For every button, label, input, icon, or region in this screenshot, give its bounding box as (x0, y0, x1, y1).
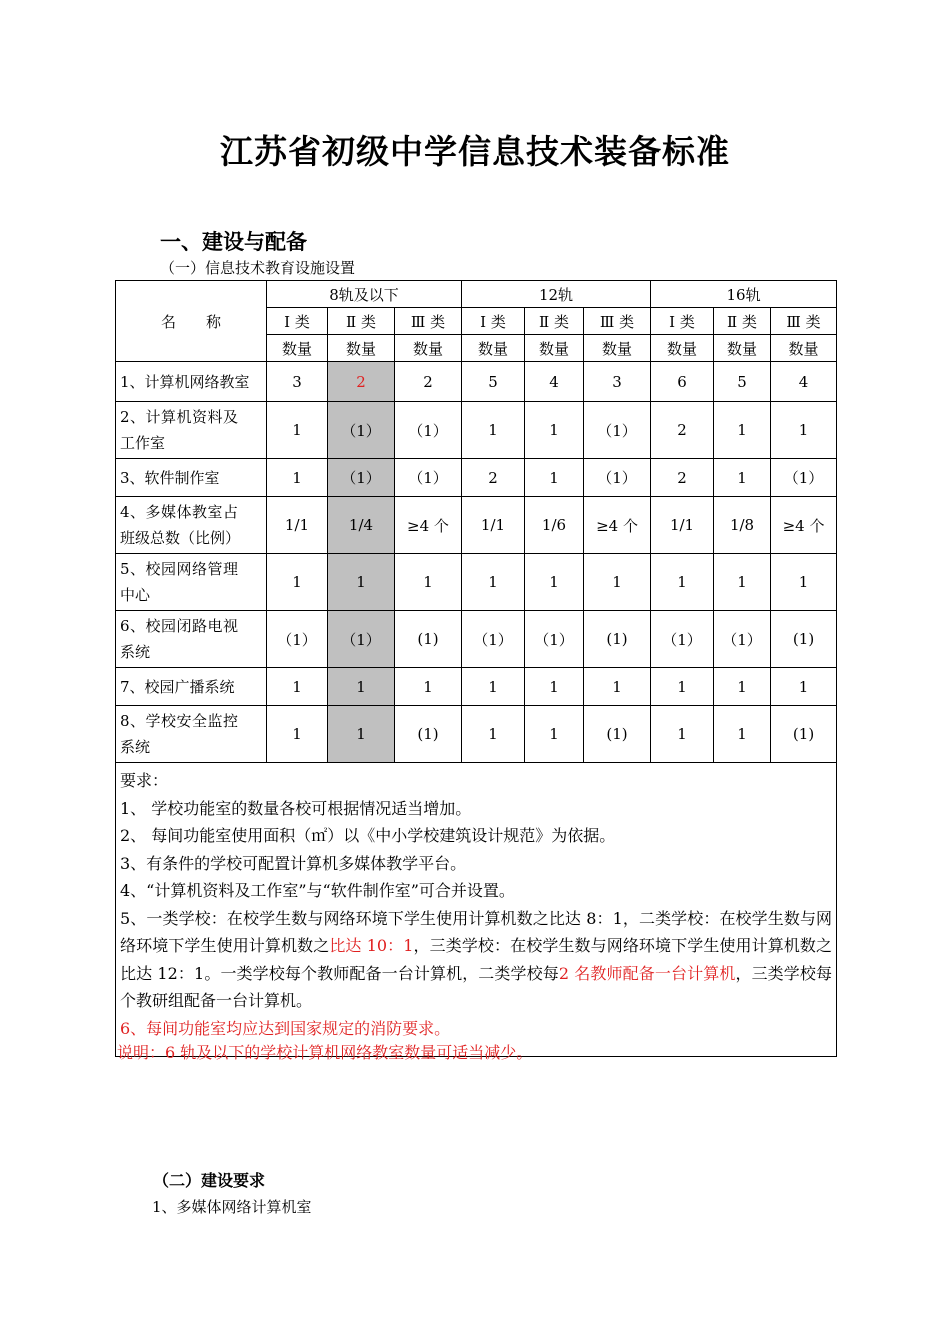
requirements-label: 要求： (120, 771, 169, 790)
value-cell: 1 (525, 668, 584, 706)
requirement-text: 5、一类学校：在校学生数与网络环境下学生使用计算机数之比达 8：1，二类学校：在校学生数与网络环境下学生使用计算机数之 (120, 908, 833, 955)
row-name-line: 2、计算机资料及 (120, 408, 239, 426)
table-row (116, 362, 837, 402)
equipment-table (115, 280, 837, 1057)
value-cell: (1) (395, 706, 462, 763)
row-name-line: 中心 (120, 586, 151, 604)
table-row (116, 668, 837, 706)
value-cell: 1 (525, 459, 584, 497)
requirement-item: 1、 学校功能室的数量各校可根据情况适当增加。 (120, 798, 472, 818)
row-name (116, 706, 267, 763)
section-item: 1、多媒体网络计算机室 (152, 1198, 312, 1216)
row-name-line: 1、计算机网络教室 (120, 372, 250, 391)
value-cell: 1 (525, 554, 584, 611)
unit-header: 数量 (525, 335, 584, 362)
unit-header: 数量 (771, 335, 837, 362)
requirement-highlight: 2 名教师配备一台计算机 (558, 963, 736, 983)
value-cell: 1 (267, 459, 328, 497)
value-cell: 1 (714, 668, 771, 706)
value-cell: 1 (714, 402, 771, 459)
value-cell: 1 (771, 554, 837, 611)
value-cell: 1 (267, 554, 328, 611)
unit-header: 数量 (462, 335, 525, 362)
value-cell: 1 (525, 706, 584, 763)
group-header: 8轨及以下 (267, 281, 462, 308)
value-cell: 1 (651, 668, 714, 706)
row-name (116, 668, 267, 706)
value-cell: 2 (462, 459, 525, 497)
unit-header: 数量 (651, 335, 714, 362)
value-cell: （1） (525, 611, 584, 668)
value-cell: ≥4 个 (771, 497, 837, 554)
value-cell: 1 (328, 668, 395, 706)
value-cell: 1 (267, 402, 328, 459)
value-cell: 1 (395, 668, 462, 706)
value-cell: （1） (328, 402, 395, 459)
unit-header: 数量 (267, 335, 328, 362)
name-header: 名 称 (116, 281, 267, 362)
row-name-line: 3、软件制作室 (120, 468, 220, 487)
value-cell: （1） (584, 402, 651, 459)
row-name-line: 系统 (120, 738, 151, 756)
value-cell: 1 (525, 402, 584, 459)
value-cell: (1) (771, 611, 837, 668)
section-heading-1: 一、建设与配备 (160, 230, 307, 254)
class-header: Ⅱ 类 (328, 308, 395, 335)
class-header: Ⅱ 类 (714, 308, 771, 335)
value-cell: （1） (395, 402, 462, 459)
value-cell: 1 (714, 459, 771, 497)
unit-header: 数量 (395, 335, 462, 362)
value-cell: 1/6 (525, 497, 584, 554)
value-cell: 2 (651, 459, 714, 497)
class-header: Ⅰ 类 (651, 308, 714, 335)
row-name (116, 362, 267, 402)
value-cell: 1 (328, 554, 395, 611)
requirement-text: ，三类学校：在校学生数与网络环境下学生使用计算机数之比达 12：1。一类学校每个教师配备一台计算机，二类学校每 (120, 936, 833, 983)
value-cell: (1) (771, 706, 837, 763)
row-name-line: 6、校园闭路电视 (120, 617, 239, 635)
value-cell: 1 (328, 706, 395, 763)
value-cell: (1) (584, 706, 651, 763)
value-cell: （1） (714, 611, 771, 668)
requirement-item-5 (120, 905, 832, 1015)
requirement-item: 2、 每间功能室使用面积（㎡）以《中小学校建筑设计规范》为依据。 (120, 826, 616, 845)
class-header: Ⅰ 类 (462, 308, 525, 335)
value-cell: 1/1 (651, 497, 714, 554)
value-cell: 1 (771, 668, 837, 706)
value-cell: （1） (328, 459, 395, 497)
value-cell: 1 (462, 706, 525, 763)
class-header: Ⅰ 类 (267, 308, 328, 335)
table-row (116, 497, 837, 554)
value-cell: 1 (267, 668, 328, 706)
class-header: Ⅲ 类 (395, 308, 462, 335)
requirement-text: ，三类学校每个教研组配备一台计算机。 (120, 963, 833, 1010)
value-cell: 5 (462, 362, 525, 402)
value-cell: (1) (584, 611, 651, 668)
value-cell: 3 (584, 362, 651, 402)
value-cell: 1 (584, 668, 651, 706)
value-cell: ≥4 个 (395, 497, 462, 554)
value-cell: 1 (395, 554, 462, 611)
value-cell: 4 (771, 362, 837, 402)
requirements-cell (116, 763, 837, 1057)
value-cell: 1/1 (462, 497, 525, 554)
value-cell: （1） (651, 611, 714, 668)
subsection-heading: （一）信息技术教育设施设置 (160, 259, 356, 277)
value-cell: （1） (771, 459, 837, 497)
value-cell: 1 (714, 554, 771, 611)
table-row (116, 402, 837, 459)
section-heading-2: （二）建设要求 (153, 1171, 266, 1190)
value-cell: (1) (395, 611, 462, 668)
group-header: 12轨 (462, 281, 651, 308)
row-name (116, 497, 267, 554)
class-header: Ⅲ 类 (584, 308, 651, 335)
row-name-line: 班级总数（比例） (120, 529, 241, 547)
row-name (116, 459, 267, 497)
value-cell: 1 (771, 402, 837, 459)
table-row (116, 459, 837, 497)
note-text: 说明：6 轨及以下的学校计算机网络教室数量可适当减少。 (117, 1043, 533, 1062)
unit-header: 数量 (714, 335, 771, 362)
value-cell: 1/4 (328, 497, 395, 554)
row-name-line: 系统 (120, 643, 151, 661)
row-name-line: 8、学校安全监控 (120, 712, 239, 730)
row-name-line: 4、多媒体教室占 (120, 503, 239, 521)
value-cell: 1 (651, 706, 714, 763)
requirement-item: 3、有条件的学校可配置计算机多媒体教学平台。 (120, 853, 467, 873)
table-row (116, 611, 837, 668)
table-row (116, 706, 837, 763)
row-name (116, 611, 267, 668)
unit-header: 数量 (584, 335, 651, 362)
value-cell: 1 (714, 706, 771, 763)
requirement-item: 6、每间功能室均应达到国家规定的消防要求。 (120, 1018, 451, 1038)
value-cell: （1） (584, 459, 651, 497)
value-cell: 1 (462, 668, 525, 706)
requirement-highlight: 比达 10：1 (329, 936, 414, 955)
class-header: Ⅲ 类 (771, 308, 837, 335)
row-name (116, 554, 267, 611)
row-name-line: 5、校园网络管理 (120, 560, 239, 578)
value-cell: 1 (462, 554, 525, 611)
class-header: Ⅱ 类 (525, 308, 584, 335)
value-cell: 2 (651, 402, 714, 459)
value-cell: （1） (328, 611, 395, 668)
value-cell: 2 (328, 362, 395, 402)
value-cell: 5 (714, 362, 771, 402)
table-row (116, 554, 837, 611)
row-name (116, 402, 267, 459)
requirement-item: 4、“计算机资料及工作室”与“软件制作室”可合并设置。 (120, 881, 515, 900)
row-name-line: 工作室 (120, 434, 166, 452)
value-cell: （1） (395, 459, 462, 497)
value-cell: 1 (462, 402, 525, 459)
value-cell: 1/1 (267, 497, 328, 554)
value-cell: 2 (395, 362, 462, 402)
value-cell: 1/8 (714, 497, 771, 554)
document-title: 江苏省初级中学信息技术装备标准 (220, 132, 730, 171)
row-name-line: 7、校园广播系统 (120, 677, 235, 696)
group-header: 16轨 (651, 281, 837, 308)
unit-header: 数量 (328, 335, 395, 362)
value-cell: 1 (651, 554, 714, 611)
value-cell: （1） (462, 611, 525, 668)
value-cell: ≥4 个 (584, 497, 651, 554)
value-cell: 1 (267, 706, 328, 763)
value-cell: （1） (267, 611, 328, 668)
value-cell: 3 (267, 362, 328, 402)
value-cell: 1 (584, 554, 651, 611)
value-cell: 4 (525, 362, 584, 402)
value-cell: 6 (651, 362, 714, 402)
